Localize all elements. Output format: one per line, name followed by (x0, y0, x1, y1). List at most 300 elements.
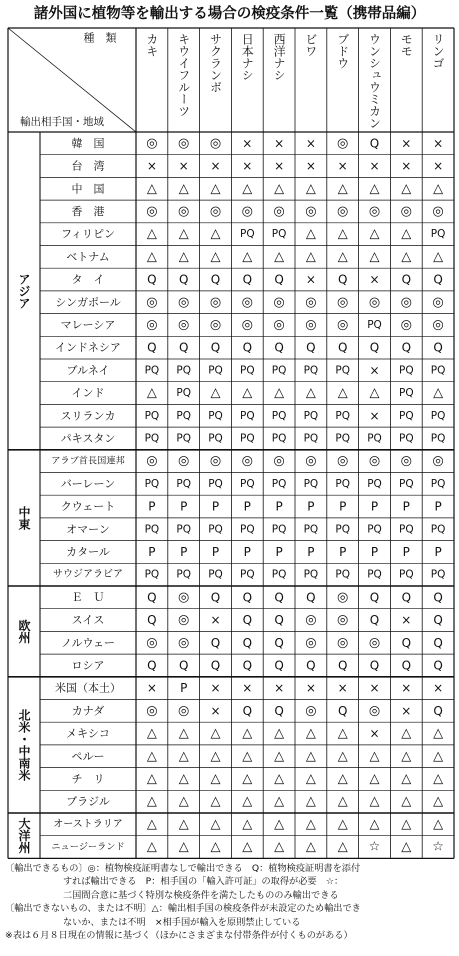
status-cell: ◎ (273, 453, 285, 469)
status-cell: × (369, 272, 380, 287)
status-cell: ◎ (305, 635, 317, 651)
status-cell: PQ (208, 523, 223, 536)
status-cell: ◎ (146, 317, 158, 333)
status-cell: ◎ (337, 317, 349, 333)
status-cell: △ (178, 726, 189, 742)
status-cell: △ (178, 839, 189, 855)
status-cell: △ (210, 726, 221, 742)
status-cell: Q (433, 703, 443, 718)
status-cell: Q (337, 658, 348, 673)
status-cell: PQ (144, 477, 160, 490)
status-cell: △ (178, 181, 189, 197)
status-cell: × (433, 159, 444, 174)
status-cell: P (180, 681, 188, 696)
status-cell: P (370, 499, 379, 514)
status-cell: △ (401, 181, 412, 197)
status-cell: △ (146, 839, 157, 855)
status-cell: ◎ (305, 203, 317, 219)
status-cell: PQ (398, 387, 414, 400)
status-cell: △ (146, 249, 157, 265)
status-cell: PQ (430, 568, 446, 581)
status-cell: PQ (367, 477, 382, 490)
status-cell: △ (433, 249, 444, 265)
status-cell: PQ (208, 409, 223, 422)
status-cell: Q (242, 703, 253, 718)
status-cell: Q (210, 340, 221, 355)
status-cell: △ (274, 181, 285, 197)
status-cell: PQ (398, 477, 414, 490)
status-cell: PQ (430, 523, 446, 536)
status-cell: △ (210, 748, 221, 764)
status-cell: P (307, 544, 315, 559)
status-cell: Q (242, 272, 253, 287)
country-label: パキスタン (60, 431, 116, 445)
country-label: スリランカ (60, 409, 116, 423)
status-cell: × (242, 681, 253, 696)
status-cell: × (242, 159, 253, 174)
status-cell: P (180, 499, 188, 514)
status-cell: △ (242, 816, 253, 832)
status-cell: ◎ (146, 635, 158, 651)
status-cell: PQ (367, 318, 382, 331)
status-cell: △ (401, 226, 412, 242)
status-cell: × (146, 159, 157, 174)
status-cell: △ (274, 839, 285, 855)
column-header: カキ (144, 33, 159, 57)
status-cell: PQ (208, 568, 223, 581)
status-cell: PQ (239, 409, 255, 422)
status-cell: × (305, 681, 316, 696)
status-cell: △ (242, 249, 253, 265)
status-cell: P (370, 544, 379, 559)
status-cell: △ (337, 748, 348, 764)
status-cell: PQ (176, 387, 192, 400)
status-cell: △ (210, 226, 221, 242)
status-cell: Q (337, 340, 348, 355)
status-cell: PQ (271, 228, 287, 241)
status-cell: PQ (335, 523, 351, 536)
column-header: ブドウ (335, 33, 350, 69)
status-cell: Q (369, 613, 380, 628)
country-label: インドネシア (55, 341, 121, 355)
status-cell: △ (146, 771, 157, 787)
status-cell: △ (146, 726, 157, 742)
status-cell: PQ (398, 364, 414, 377)
legend-notes (5, 862, 457, 942)
status-cell: Q (401, 590, 412, 605)
country-label: シンガポール (55, 295, 121, 309)
status-cell: ◎ (178, 589, 190, 605)
status-cell: PQ (430, 432, 446, 445)
status-cell: PQ (176, 409, 192, 422)
status-cell: △ (274, 771, 285, 787)
status-cell: △ (369, 794, 380, 810)
status-cell: △ (337, 249, 348, 265)
status-cell: PQ (176, 568, 192, 581)
status-cell: × (369, 159, 380, 174)
status-cell: ◎ (337, 612, 349, 628)
status-cell: △ (433, 181, 444, 197)
region-label: 中東 (17, 505, 31, 530)
status-cell: P (402, 499, 410, 514)
status-cell: ◎ (337, 294, 349, 310)
status-cell: × (401, 681, 412, 696)
note-line: ないか、または不明 ×相手国が輸入を原則禁止している (63, 916, 301, 928)
status-cell: Q (147, 658, 157, 673)
status-cell: ◎ (432, 294, 444, 310)
status-cell: PQ (303, 568, 319, 581)
status-cell: △ (242, 839, 253, 855)
status-cell: × (210, 159, 221, 174)
status-cell: ◎ (305, 612, 317, 628)
status-cell: PQ (144, 568, 160, 581)
country-label: 中 国 (71, 182, 105, 196)
status-cell: PQ (144, 432, 160, 445)
status-cell: PQ (303, 477, 319, 490)
status-cell: △ (210, 816, 221, 832)
country-label: クウェート (60, 500, 116, 514)
status-cell: △ (178, 249, 189, 265)
status-cell: × (369, 681, 380, 696)
status-cell: Q (210, 635, 221, 650)
status-cell: ◎ (337, 635, 349, 651)
status-cell: ◎ (178, 635, 190, 651)
column-header: ウンシュウミカン (367, 33, 382, 129)
status-cell: PQ (271, 568, 287, 581)
status-cell: △ (274, 249, 285, 265)
status-cell: Q (147, 613, 157, 628)
column-header: キウイフルーツ (176, 33, 191, 117)
country-label: サウジアラビア (53, 569, 123, 581)
note-line: 〔輸出できないもの、または不明〕△：輸出相手国の検疫条件が未設定のため輸出でき (5, 903, 361, 915)
status-cell: △ (369, 249, 380, 265)
status-cell: △ (242, 794, 253, 810)
country-label: タ イ (71, 273, 105, 287)
status-cell: △ (305, 385, 316, 401)
status-cell: PQ (208, 432, 223, 445)
country-label: メキシコ (66, 727, 110, 741)
status-cell: △ (146, 181, 157, 197)
status-cell: ◎ (178, 453, 190, 469)
status-cell: P (148, 544, 156, 559)
column-header: サクランボ (208, 33, 223, 93)
status-cell: PQ (335, 364, 351, 377)
status-cell: △ (146, 226, 157, 242)
status-cell: Q (433, 340, 443, 355)
country-label: チ リ (71, 772, 105, 786)
status-cell: △ (242, 726, 253, 742)
status-cell: ☆ (432, 839, 444, 855)
status-cell: P (434, 544, 442, 559)
status-cell: Q (306, 340, 316, 355)
country-label: 香 港 (71, 204, 105, 218)
country-label: オマーン (66, 522, 110, 536)
column-header: 日本ナシ (240, 33, 255, 81)
status-cell: △ (305, 816, 316, 832)
status-cell: Q (433, 590, 443, 605)
status-cell: ◎ (146, 135, 158, 151)
status-cell: P (180, 544, 188, 559)
status-cell: ◎ (368, 703, 381, 719)
status-cell: Q (306, 590, 316, 605)
column-header: モモ (399, 33, 414, 57)
status-cell: Q (433, 272, 443, 287)
status-cell: ◎ (241, 317, 253, 333)
status-cell: PQ (398, 523, 414, 536)
status-cell: ◎ (178, 135, 190, 151)
status-cell: Q (433, 635, 443, 650)
status-cell: PQ (208, 477, 223, 490)
country-label: 韓 国 (71, 136, 105, 150)
status-cell: △ (274, 794, 285, 810)
status-cell: Q (306, 658, 316, 673)
country-label: ベトナム (66, 250, 110, 264)
status-cell: △ (305, 748, 316, 764)
status-cell: PQ (303, 523, 319, 536)
status-cell: ◎ (368, 453, 381, 469)
status-cell: Q (178, 340, 189, 355)
status-cell: △ (433, 794, 444, 810)
status-cell: PQ (335, 432, 351, 445)
status-cell: ◎ (273, 203, 285, 219)
status-cell: Q (274, 613, 284, 628)
status-cell: Q (401, 272, 412, 287)
status-cell: △ (242, 771, 253, 787)
status-cell: △ (337, 816, 348, 832)
country-label: ペルー (71, 749, 105, 763)
status-cell: PQ (367, 523, 382, 536)
status-cell: PQ (430, 228, 446, 241)
status-cell: PQ (271, 523, 287, 536)
column-header: ビワ (303, 33, 318, 57)
status-cell: △ (274, 748, 285, 764)
status-cell: × (305, 159, 316, 174)
status-cell: PQ (176, 432, 192, 445)
status-cell: △ (146, 794, 157, 810)
status-cell: PQ (239, 228, 255, 241)
status-cell: Q (242, 635, 253, 650)
status-cell: △ (369, 816, 380, 832)
status-cell: ◎ (368, 203, 381, 219)
status-cell: P (339, 544, 347, 559)
status-cell: △ (178, 794, 189, 810)
status-cell: × (369, 363, 380, 378)
status-cell: △ (305, 726, 316, 742)
status-cell: P (434, 499, 442, 514)
country-label: スイス (71, 613, 105, 627)
status-cell: Q (274, 272, 284, 287)
status-cell: P (275, 544, 283, 559)
status-cell: PQ (239, 477, 255, 490)
status-cell: P (307, 499, 315, 514)
status-cell: ◎ (178, 294, 190, 310)
status-cell: △ (146, 748, 157, 764)
note-line: 〔輸出できるもの〕◎：植物検疫証明書なしで輸出できる Q：植物検疫証明書を添付 (5, 863, 361, 874)
status-cell: PQ (239, 523, 255, 536)
status-cell: ◎ (368, 294, 381, 310)
status-cell: ◎ (209, 294, 222, 310)
status-cell: △ (242, 748, 253, 764)
status-cell: △ (433, 771, 444, 787)
status-cell: ◎ (273, 317, 285, 333)
status-cell: × (337, 681, 348, 696)
status-cell: Q (210, 590, 221, 605)
status-cell: △ (401, 771, 412, 787)
status-cell: P (275, 499, 283, 514)
status-cell: PQ (367, 432, 382, 445)
status-cell: Q (337, 272, 348, 287)
region-label: 大洋州 (17, 817, 31, 854)
status-cell: × (401, 159, 412, 174)
status-cell: ◎ (241, 453, 253, 469)
status-cell: × (178, 159, 189, 174)
status-cell: △ (305, 181, 316, 197)
note-line: すれば輸出できる P：相手国の「輸入許可証」の取得が必要 ☆： (63, 876, 344, 888)
status-cell: × (146, 681, 157, 696)
status-cell: Q (274, 340, 284, 355)
country-label: オーストラリア (53, 818, 123, 830)
status-cell: ◎ (432, 203, 444, 219)
status-cell: ◎ (209, 135, 222, 151)
country-label: ノルウェー (60, 636, 116, 650)
status-cell: Q (401, 635, 412, 650)
status-cell: × (305, 136, 316, 151)
column-header: 西洋ナシ (272, 33, 287, 81)
status-cell: △ (401, 816, 412, 832)
status-cell: PQ (239, 568, 255, 581)
status-cell: △ (274, 726, 285, 742)
status-cell: P (211, 499, 220, 514)
status-cell: △ (401, 249, 412, 265)
status-cell: △ (337, 771, 348, 787)
status-cell: △ (178, 816, 189, 832)
status-cell: △ (369, 181, 380, 197)
status-cell: Q (147, 272, 157, 287)
status-cell: × (433, 681, 444, 696)
status-cell: ◎ (209, 453, 222, 469)
status-cell: △ (401, 748, 412, 764)
status-cell: × (305, 272, 316, 287)
status-cell: PQ (398, 568, 414, 581)
country-label: フィリピン (60, 227, 116, 241)
status-cell: P (243, 544, 251, 559)
status-cell: Q (274, 635, 284, 650)
status-cell: Q (369, 658, 380, 673)
status-cell: × (274, 159, 285, 174)
status-cell: △ (337, 385, 348, 401)
note-line: ※表は６月８日現在の情報に基づく（ほかにさまざまな付帯条件が付くものがある） (5, 930, 353, 942)
status-cell: × (274, 136, 285, 151)
status-cell: △ (178, 771, 189, 787)
status-cell: PQ (398, 409, 414, 422)
status-cell: PQ (271, 432, 287, 445)
status-cell: × (369, 408, 380, 423)
status-cell: △ (369, 385, 380, 401)
status-cell: PQ (208, 364, 223, 377)
status-cell: ◎ (400, 453, 412, 469)
status-cell: × (401, 613, 412, 628)
status-cell: × (210, 613, 221, 628)
status-cell: △ (369, 748, 380, 764)
status-cell: △ (178, 226, 189, 242)
status-cell: △ (305, 226, 316, 242)
status-cell: △ (337, 726, 348, 742)
status-cell: P (402, 544, 410, 559)
status-cell: △ (369, 226, 380, 242)
status-cell: ☆ (368, 839, 381, 855)
status-cell: Q (147, 340, 157, 355)
status-cell: PQ (271, 364, 287, 377)
status-cell: × (369, 726, 380, 741)
status-cell: ◎ (337, 589, 349, 605)
status-cell: ◎ (337, 203, 349, 219)
status-cell: △ (178, 748, 189, 764)
country-label: マレーシア (60, 318, 116, 332)
status-cell: P (211, 544, 220, 559)
status-cell: Q (369, 340, 380, 355)
status-cell: △ (210, 181, 221, 197)
status-cell: △ (146, 816, 157, 832)
region-label: 欧州 (17, 619, 31, 644)
status-cell: △ (369, 771, 380, 787)
status-cell: △ (401, 726, 412, 742)
status-cell: ◎ (178, 317, 190, 333)
status-cell: △ (305, 839, 316, 855)
status-cell: PQ (144, 409, 160, 422)
status-cell: ◎ (178, 703, 190, 719)
status-cell: × (210, 703, 221, 718)
status-cell: △ (210, 385, 221, 401)
status-cell: P (339, 499, 347, 514)
status-cell: × (242, 136, 253, 151)
country-label: カナダ (71, 704, 105, 718)
status-cell: P (243, 499, 251, 514)
status-cell: ◎ (146, 203, 158, 219)
status-cell: PQ (303, 364, 319, 377)
status-cell: ◎ (305, 703, 317, 719)
status-cell: ◎ (178, 612, 190, 628)
status-cell: △ (401, 794, 412, 810)
status-cell: PQ (144, 523, 160, 536)
status-cell: Q (242, 658, 253, 673)
status-cell: ◎ (337, 135, 349, 151)
country-label: インド (71, 386, 105, 400)
status-cell: △ (274, 816, 285, 832)
country-label: ブラジル (66, 795, 110, 809)
status-cell: PQ (303, 432, 319, 445)
status-cell: ◎ (241, 294, 253, 310)
status-cell: Q (433, 613, 443, 628)
status-cell: Q (147, 590, 157, 605)
status-cell: PQ (176, 477, 192, 490)
status-cell: PQ (398, 432, 414, 445)
status-cell: ◎ (209, 203, 222, 219)
status-cell: △ (433, 726, 444, 742)
destination-header-label: 輸出相手国・地域 (20, 116, 104, 128)
status-cell: PQ (239, 364, 255, 377)
status-cell: PQ (335, 477, 351, 490)
status-cell: PQ (271, 409, 287, 422)
status-cell: △ (305, 794, 316, 810)
status-cell: ◎ (178, 203, 190, 219)
status-cell: △ (433, 816, 444, 832)
status-cell: PQ (367, 568, 382, 581)
country-label: ロシア (71, 658, 105, 672)
status-cell: △ (337, 226, 348, 242)
status-cell: PQ (430, 409, 446, 422)
page-title: 諸外国に植物等を輸出する場合の検疫条件一覧（携帯品編） (33, 6, 426, 22)
status-cell: ◎ (337, 453, 349, 469)
